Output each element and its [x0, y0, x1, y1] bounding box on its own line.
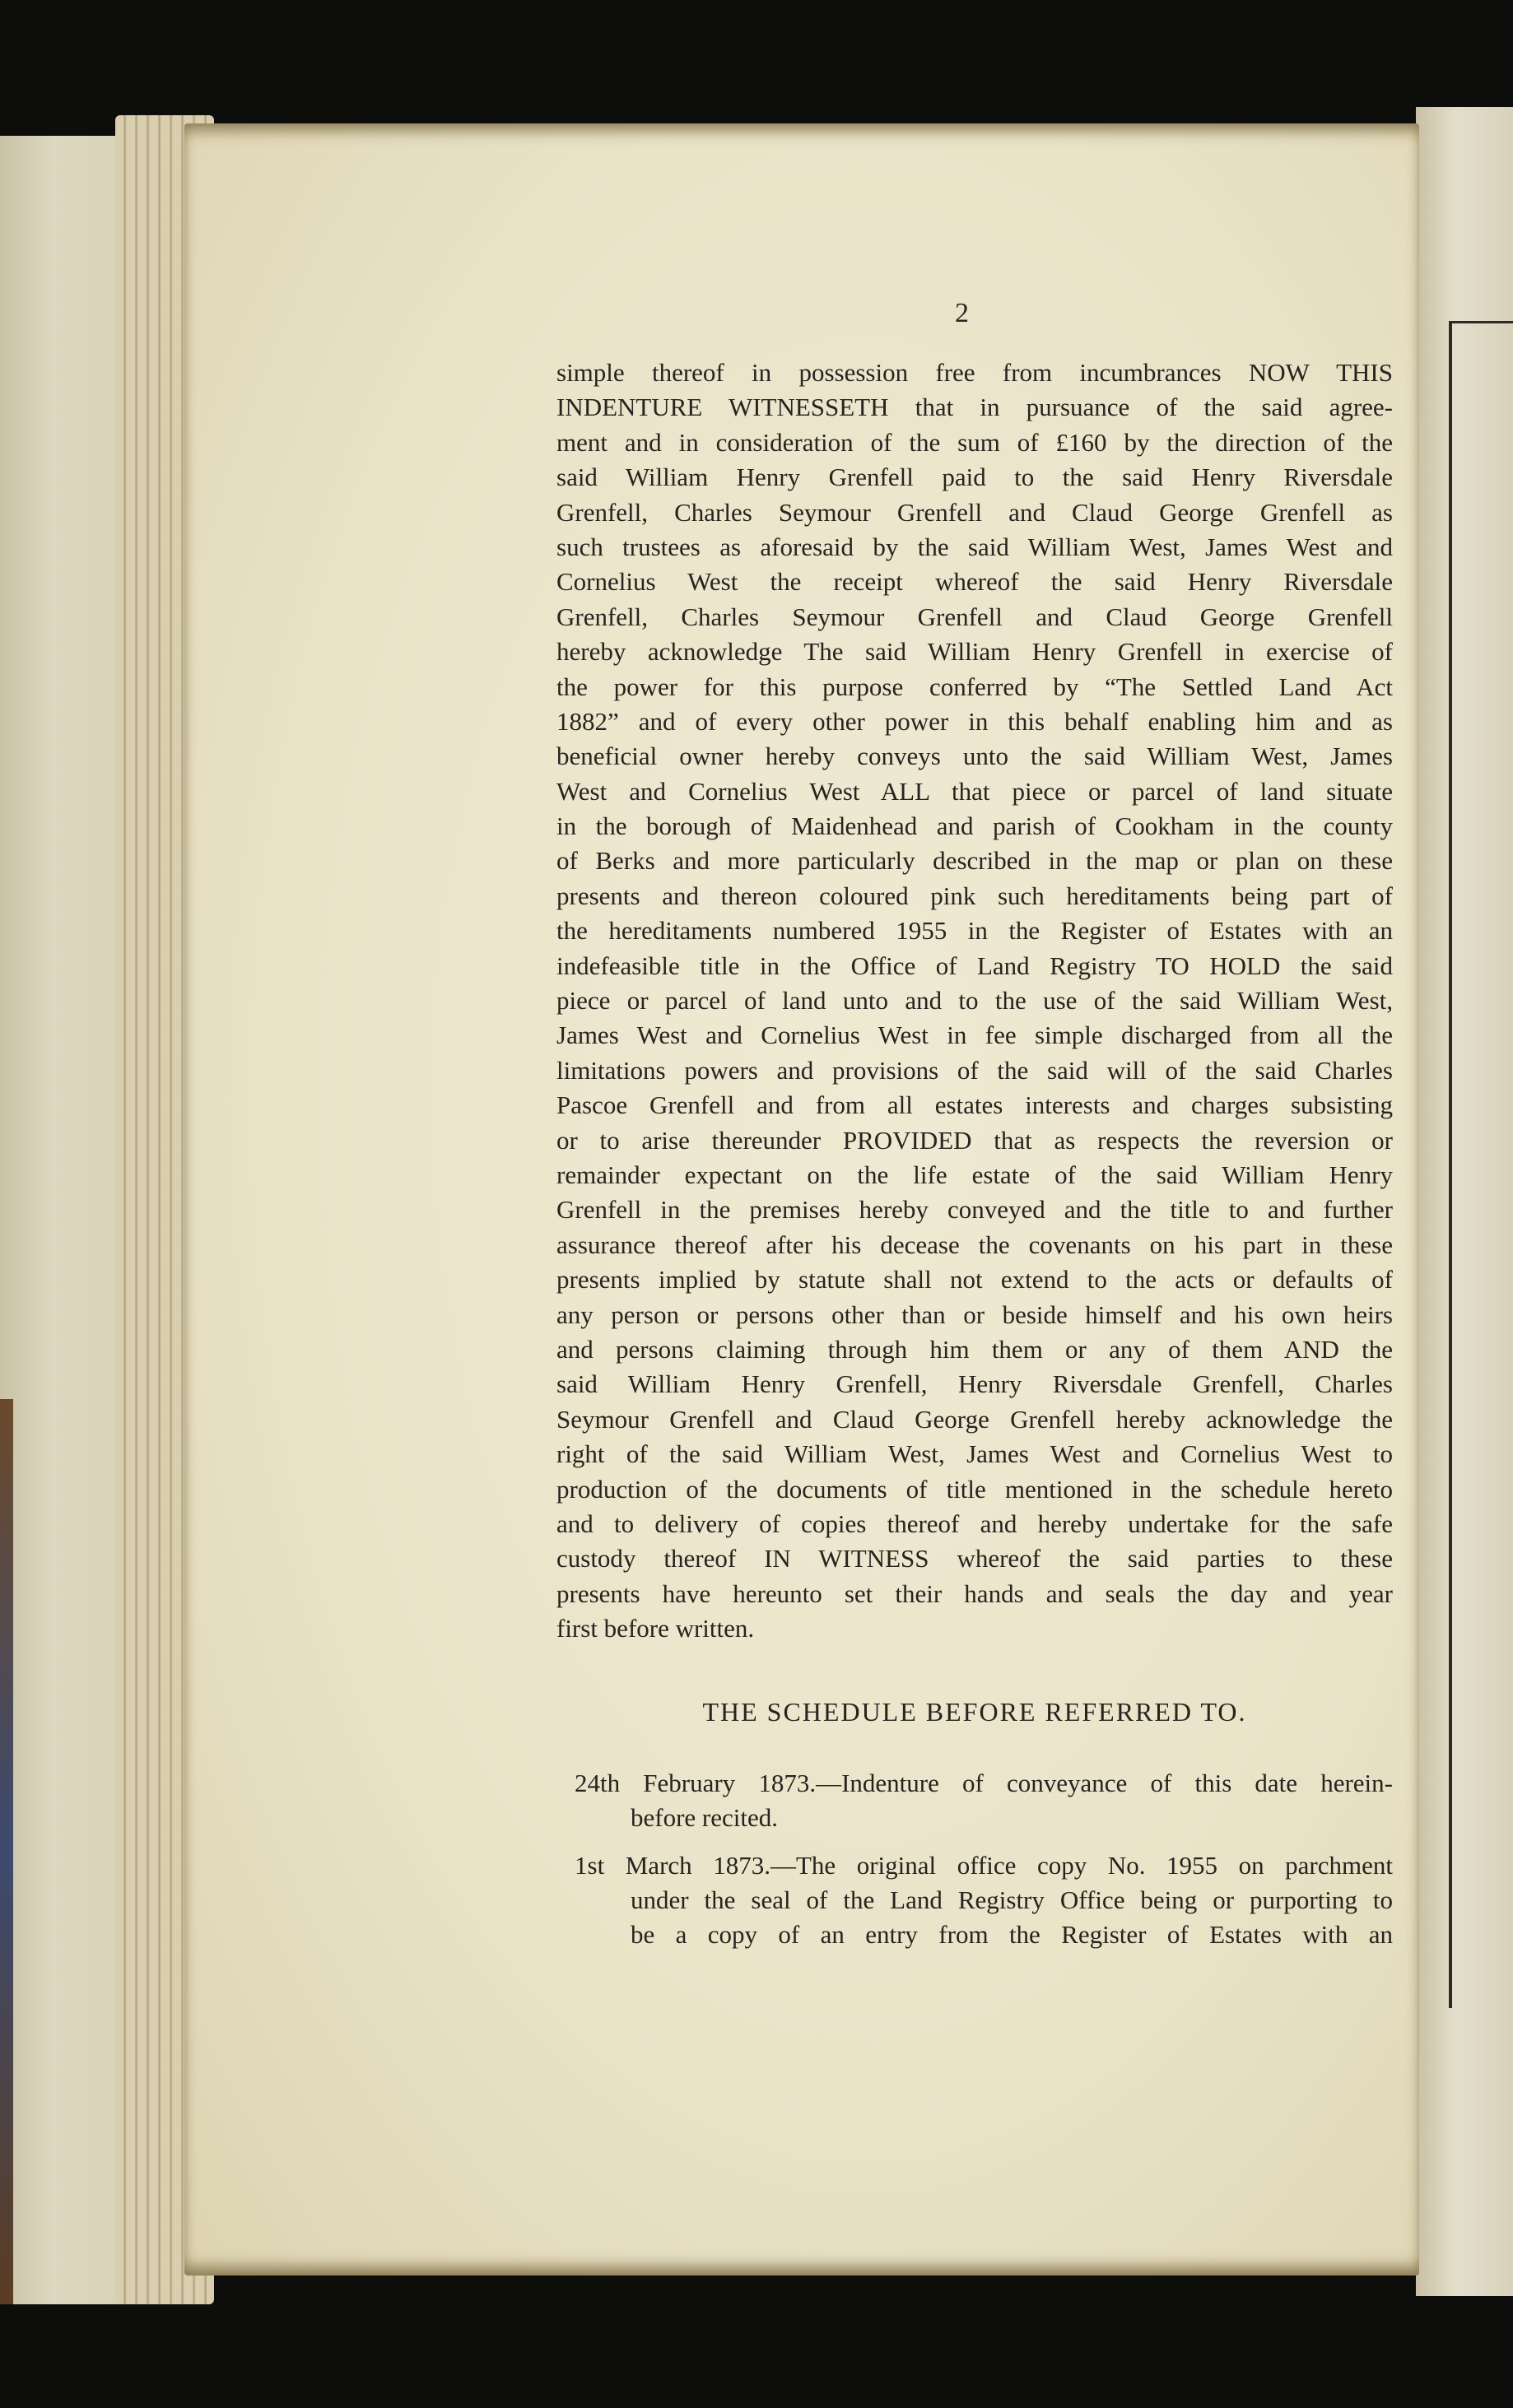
text-line: assurance thereof after his decease the covenants on his part in these — [556, 1230, 1393, 1259]
schedule-line: under the seal of the Land Registry Office being or purporting to — [631, 1885, 1393, 1914]
schedule-heading: THE SCHEDULE BEFORE REFERRED TO. — [702, 1697, 1247, 1727]
right-facing-page — [1416, 107, 1513, 2296]
page-number: 2 — [955, 298, 969, 328]
scanner-background — [0, 2304, 1513, 2408]
text-line: West and Cornelius West ALL that piece or parcel of land situate — [556, 776, 1393, 806]
text-line: in the borough of Maidenhead and parish of Cookham in the county — [556, 811, 1393, 841]
text-line: Cornelius West the receipt whereof the said Henry Riversdale — [556, 567, 1393, 597]
text-line: INDENTURE WITNESSETH that in pursuance of the said agree- — [556, 393, 1393, 422]
schedule-line: 24th February 1873.—Indenture of conveyance of this date herein- — [575, 1769, 1393, 1797]
text-line: piece or parcel of land unto and to the use of the said William West, — [556, 986, 1393, 1016]
text-line: said William Henry Grenfell, Henry Riversdale Grenfell, Charles — [556, 1369, 1393, 1399]
text-line: such trustees as aforesaid by the said William West, James West and — [556, 532, 1393, 561]
text-line: beneficial owner hereby conveys unto the said William West, James — [556, 741, 1393, 771]
text-line: production of the documents of title mentioned in the schedule hereto — [556, 1474, 1393, 1504]
text-line: or to arise thereunder PROVIDED that as respects the reversion or — [556, 1125, 1393, 1155]
text-line: ment and in consideration of the sum of £160 by the direction of the — [556, 427, 1393, 457]
schedule-line: 1st March 1873.—The original office copy No. 1955 on parchment — [575, 1851, 1393, 1880]
text-line: hereby acknowledge The said William Henry Grenfell in exercise of — [556, 637, 1393, 667]
text-line: Seymour Grenfell and Claud George Grenfell hereby acknowledge the — [556, 1404, 1393, 1434]
schedule-entry — [575, 1848, 1393, 1952]
text-line: any person or persons other than or beside himself and his own heirs — [556, 1299, 1393, 1329]
right-page-rule — [1449, 321, 1452, 2008]
text-line: custody thereof IN WITNESS whereof the said parties to these — [556, 1544, 1393, 1574]
text-line: presents and thereon coloured pink such hereditaments being part of — [556, 881, 1393, 910]
text-line: remainder expectant on the life estate of the said William Henry — [556, 1160, 1393, 1189]
text-line: and to delivery of copies thereof and hereby undertake for the safe — [556, 1508, 1393, 1538]
right-page-rule-top — [1449, 321, 1513, 323]
text-line: simple thereof in possession free from incumbrances NOW THIS — [556, 358, 1393, 387]
body-text — [556, 356, 1393, 1646]
text-line: Grenfell, Charles Seymour Grenfell and Claud George Grenfell — [556, 602, 1393, 631]
text-line: and persons claiming through him them or any of them AND the — [556, 1334, 1393, 1364]
text-line: James West and Cornelius West in fee simple discharged from all the — [556, 1020, 1393, 1050]
text-line: the hereditaments numbered 1955 in the Register of Estates with an — [556, 916, 1393, 946]
text-line: presents have hereunto set their hands and seals the day and year — [556, 1578, 1393, 1608]
text-line: of Berks and more particularly described in the map or plan on these — [556, 846, 1393, 876]
binding-edge — [0, 1399, 13, 2304]
text-line: first before written. — [556, 1614, 755, 1643]
schedule-line: before recited. — [631, 1803, 778, 1832]
text-line: Grenfell in the premises hereby conveyed and the title to and further — [556, 1195, 1393, 1225]
text-line: 1882” and of every other power in this behalf enabling him and as — [556, 706, 1393, 736]
text-line: presents implied by statute shall not extend to the acts or defaults of — [556, 1265, 1393, 1295]
text-line: Grenfell, Charles Seymour Grenfell and Claud George Grenfell as — [556, 497, 1393, 527]
text-line: limitations powers and provisions of the said will of the said Charles — [556, 1055, 1393, 1085]
text-line: indefeasible title in the Office of Land Registry TO HOLD the said — [556, 951, 1393, 980]
text-line: said William Henry Grenfell paid to the said Henry Riversdale — [556, 463, 1393, 492]
schedule-entry — [575, 1766, 1393, 1835]
schedule-line: be a copy of an entry from the Register of Estates with an — [631, 1920, 1393, 1949]
text-line: the power for this purpose conferred by “The Settled Land Act — [556, 672, 1393, 701]
text-line: Pascoe Grenfell and from all estates interests and charges subsisting — [556, 1090, 1393, 1120]
text-line: right of the said William West, James West and Cornelius West to — [556, 1439, 1393, 1469]
left-facing-page — [0, 136, 132, 2308]
